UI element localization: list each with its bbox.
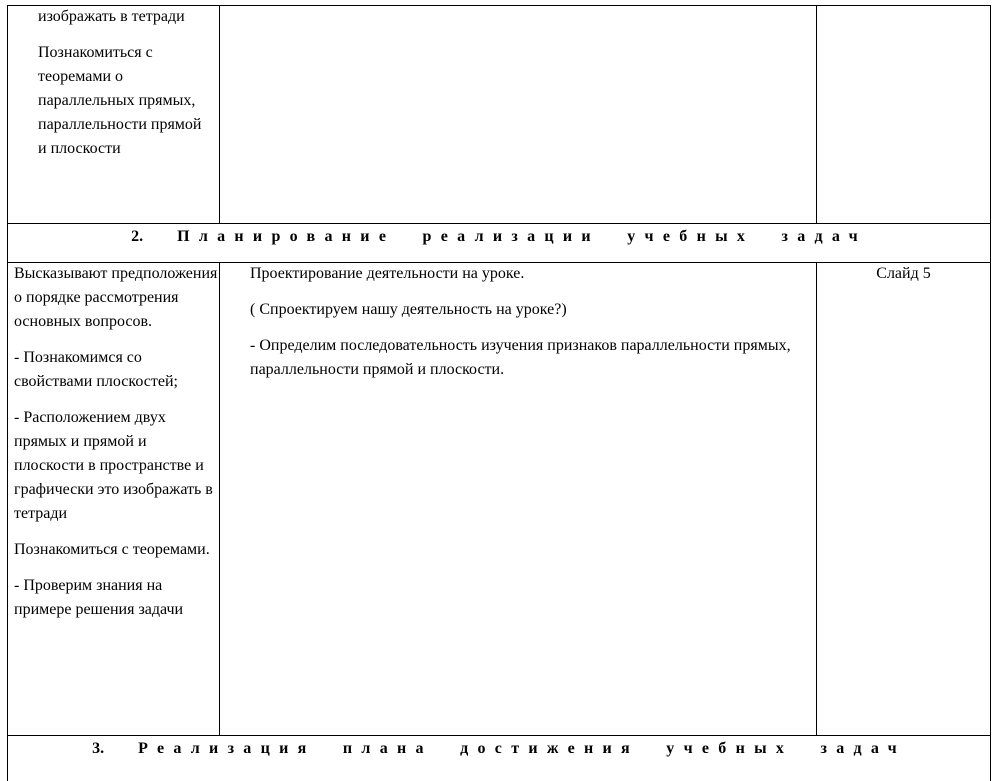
row-divider-1 <box>7 223 991 224</box>
mid-row-center-cell <box>250 262 810 382</box>
mid-center-text-2: ( Спроектируем нашу деятельность на уроке?) <box>250 301 567 318</box>
slide-label: Слайд 5 <box>876 265 931 282</box>
mid-row-left-cell <box>14 262 220 622</box>
column-divider-2-top <box>816 5 817 224</box>
section-2-header <box>7 225 991 249</box>
section-3-number: 3. <box>92 740 105 757</box>
mid-left-text-3: - Расположением двух прямых и прямой и плоскости в пространстве и графически это изображать в тетради <box>14 409 213 522</box>
mid-left-text-2: - Познакомимся со свойствами плоскостей; <box>14 349 178 390</box>
section-2-title: Планирование реализации учебных задач <box>177 228 867 245</box>
section-3-title: Реализация плана достижения учебных задач <box>138 740 906 757</box>
mid-left-text-4: Познакомиться с теоремами. <box>14 541 210 558</box>
mid-left-text-5: - Проверим знания на примере решения задачи <box>14 577 184 618</box>
mid-center-text-3: - Определим последовательность изучения признаков параллельности прямых, параллельности прямой и плоскости. <box>250 337 791 378</box>
column-divider-1-top <box>219 5 220 224</box>
mid-left-text-1: Высказывают предположения о порядке рассмотрения основных вопросов. <box>14 265 218 330</box>
section-3-header <box>7 737 991 761</box>
top-row-left-cell <box>38 5 213 161</box>
table-border-left <box>7 5 8 781</box>
top-left-text-1: изображать в тетради <box>38 8 185 25</box>
top-left-text-2: Познакомиться с теоремами о параллельных прямых, параллельности прямой и плоскости <box>38 44 202 157</box>
section-2-number: 2. <box>131 228 144 245</box>
column-divider-2-mid <box>816 262 817 736</box>
row-divider-3 <box>7 735 991 736</box>
table-border-right <box>990 5 991 781</box>
mid-center-text-1: Проектирование деятельности на уроке. <box>250 265 525 282</box>
mid-row-right-cell <box>817 262 990 286</box>
